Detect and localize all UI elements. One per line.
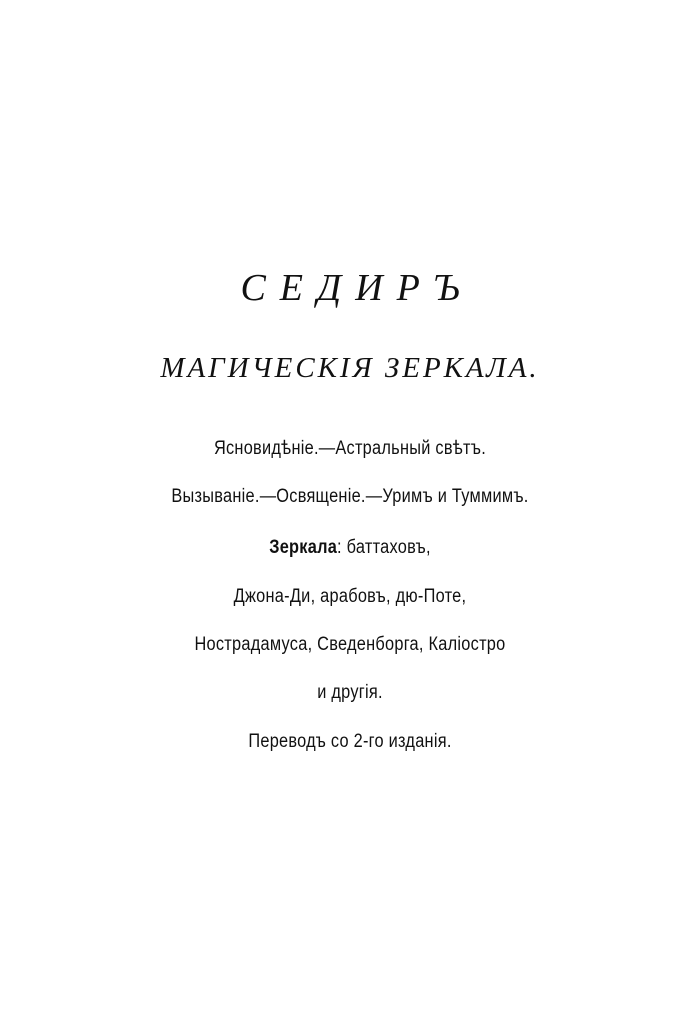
book-title: МАГИЧЕСКІЯ ЗЕРКАЛА. bbox=[160, 352, 540, 384]
author-name: СЕДИРЪ bbox=[240, 267, 474, 309]
subtitle-line-3 bbox=[49, 537, 651, 559]
subtitle-line-5: Нострадамуса, Сведенборга, Каліостро bbox=[194, 634, 506, 655]
subtitle-line-1: Ясновидѣніе.—Астральный свѣтъ. bbox=[213, 438, 487, 459]
translation-note: Переводъ со 2-го изданія. bbox=[248, 731, 452, 752]
subtitle-line-4: Джона-Ди, арабовъ, дю-Поте, bbox=[233, 586, 467, 607]
subtitle-line-3-rest: : баттаховъ, bbox=[337, 537, 431, 558]
subtitle-line-3-bold-word: Зеркала bbox=[269, 537, 338, 558]
subtitle-line-2: Вызываніе.—Освященіе.—Уримъ и Туммимъ. bbox=[171, 486, 529, 507]
subtitle-line-6: и другія. bbox=[317, 682, 383, 703]
